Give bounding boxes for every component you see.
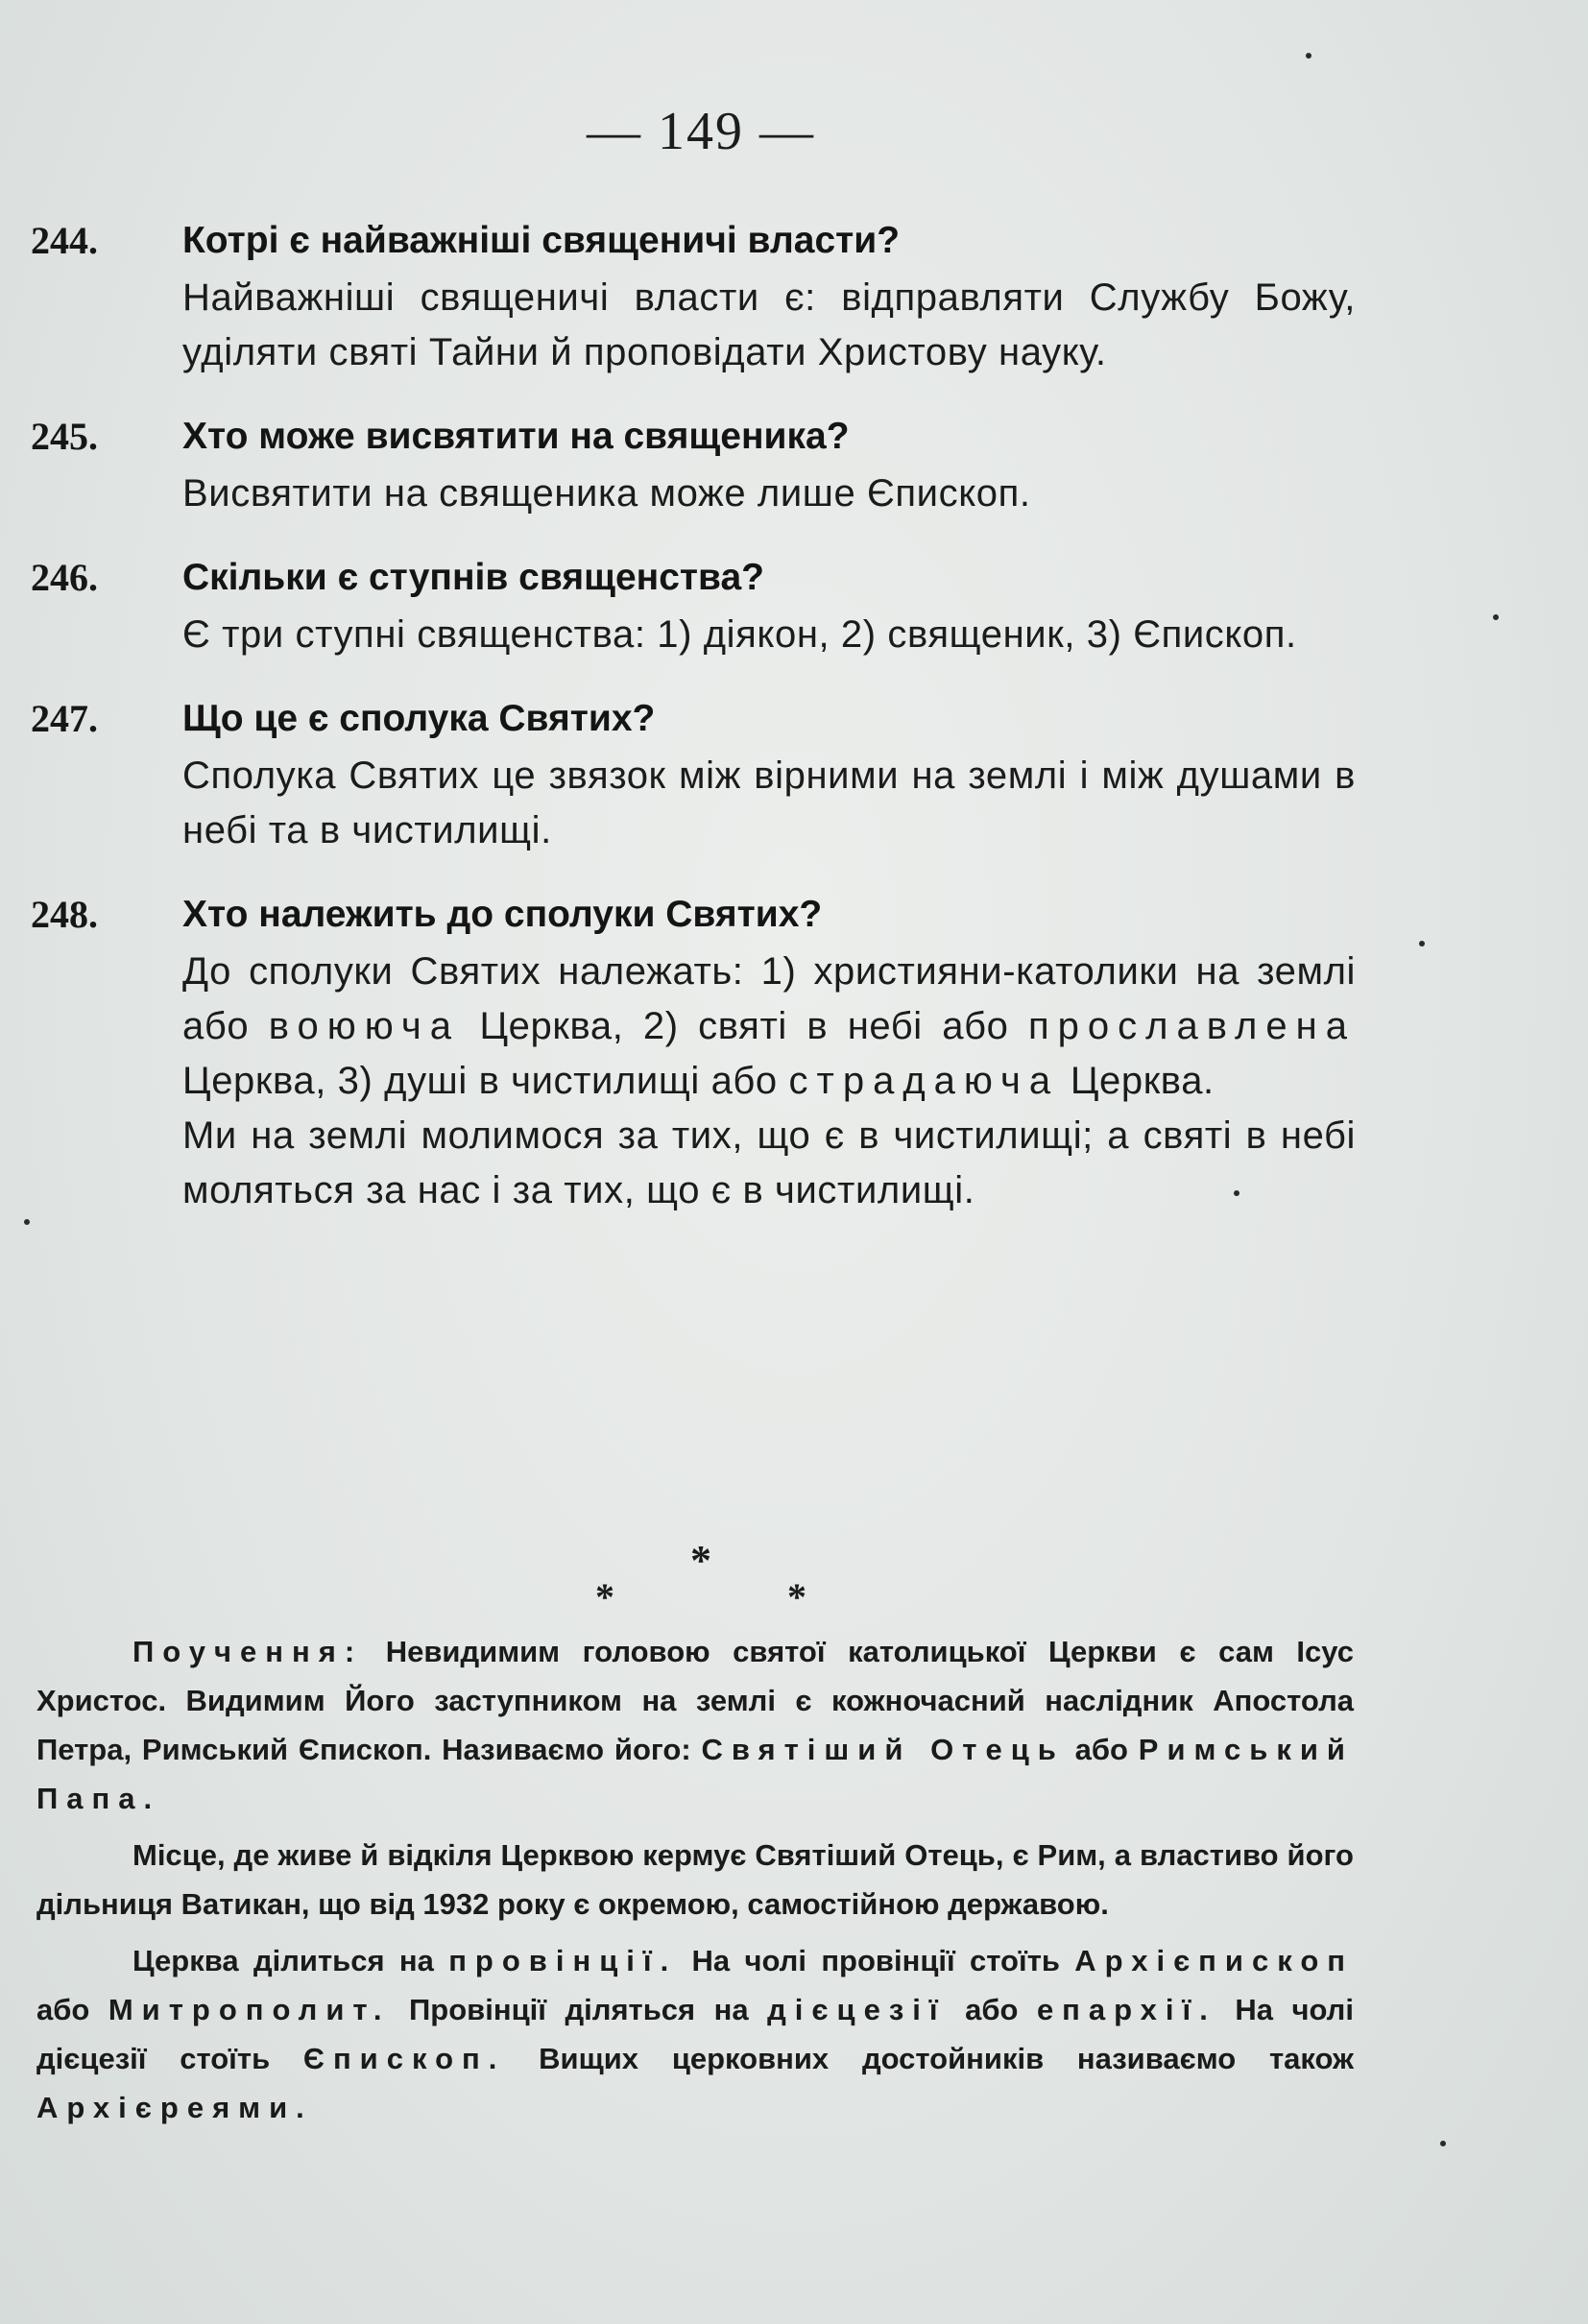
spaced-emphasis-text: Римський Папа. — [36, 1733, 1354, 1815]
text-run: На чолі дієцезії стоїть — [36, 1993, 1354, 2075]
answer-text — [182, 749, 1356, 858]
note-paragraph — [36, 1936, 1354, 2132]
question-text: Що це є сполука Святих? — [182, 698, 656, 739]
text-run: Церква ділиться на — [132, 1944, 449, 1977]
text-run: або — [36, 1993, 108, 2026]
answer-text — [182, 608, 1356, 662]
text-run: До сполуки Святих належать: 1) християни-католики на землі або — [182, 950, 1356, 1047]
page-number: — 149 — — [587, 102, 815, 161]
spaced-emphasis-text: Святіший Отець — [701, 1733, 1065, 1766]
answer-paragraph — [182, 271, 1356, 380]
print-speck — [1493, 614, 1499, 620]
text-run: Є три ступні священства: 1) діякон, 2) священик, 3) Єпископ. — [182, 613, 1297, 656]
text-run: Провінції діляться на — [390, 1993, 768, 2026]
question-number: 246. — [31, 556, 98, 599]
text-run: або — [946, 1993, 1037, 2026]
text-run: Невидимим головою святої католицької Церкви є сам Ісус Христос. Видимим Його заступником на землі є кожночасний наслідник Апостола Петра, Римський Єпископ. Називаємо його: — [36, 1635, 1354, 1766]
asterisk-bottom-pair: * * — [595, 1575, 806, 1618]
question-number: 248. — [31, 893, 98, 936]
qa-item — [31, 689, 1356, 858]
question-answer-list — [31, 211, 1356, 1245]
spaced-emphasis-text: страдаюча — [788, 1060, 1060, 1102]
spaced-emphasis-text: дієцезії — [767, 1993, 947, 2026]
text-run: Висвятити на священика може лише Єпископ. — [182, 472, 1031, 515]
text-run: Ми на землі молимося за тих, що є в чистилищі; а святі в небі моляться за нас і за тих, що є в чистилищі. — [182, 1114, 1356, 1211]
note-paragraph — [36, 1627, 1354, 1823]
answer-text — [182, 945, 1356, 1218]
print-speck — [1419, 941, 1425, 946]
spaced-emphasis-text: провінції. — [448, 1944, 678, 1977]
note-paragraph — [36, 1831, 1354, 1929]
question-number: 247. — [31, 697, 98, 740]
section-divider-asterisks — [0, 1536, 1402, 1619]
text-run: Найважніші священичі власти є: відправляти Службу Божу, уділяти святі Тайни й проповідати Христову науку. — [182, 276, 1356, 373]
qa-item — [31, 407, 1356, 521]
answer-text — [182, 271, 1356, 380]
spaced-emphasis-text: Поучення: — [132, 1635, 364, 1668]
question-text: Хто належить до сполуки Святих? — [182, 894, 823, 935]
print-speck — [1440, 2141, 1446, 2146]
text-run: або — [1064, 1733, 1139, 1766]
question-text: Котрі є найважніші священичі власти? — [182, 220, 901, 261]
spaced-emphasis-text: воюючa — [268, 1005, 460, 1047]
asterisk-top: * — [690, 1537, 711, 1584]
qa-item — [31, 885, 1356, 1218]
answer-paragraph — [182, 749, 1356, 858]
text-run: На чолі провінції стоїть — [677, 1944, 1075, 1977]
answer-paragraph — [182, 608, 1356, 662]
spaced-emphasis-text: Єпископ. — [302, 2042, 506, 2075]
spaced-emphasis-text: Архієреями. — [36, 2091, 313, 2124]
spaced-emphasis-text: епархії. — [1036, 1993, 1216, 2026]
question-number: 244. — [31, 219, 98, 262]
text-run: Церква. — [1059, 1060, 1215, 1102]
text-run: Місце, де живе й відкіля Церквою кермує Святіший Отець, є Рим, а властиво його дільниця Ватикан, що від 1932 року є окремою, самостійною державою. — [36, 1838, 1354, 1921]
qa-item — [31, 548, 1356, 662]
answer-paragraph — [182, 1109, 1356, 1218]
question-text: Хто може висвятити на священика? — [182, 416, 850, 457]
print-speck — [1306, 53, 1311, 59]
print-speck — [24, 1219, 30, 1225]
question-text: Скільки є ступнів священства? — [182, 557, 765, 598]
spaced-emphasis-text: Митрополит. — [108, 1993, 391, 2026]
qa-item — [31, 211, 1356, 380]
answer-paragraph — [182, 945, 1356, 1109]
answer-paragraph — [182, 467, 1356, 521]
text-run: Вищих церковних достойників називаємо також — [505, 2042, 1354, 2075]
spaced-emphasis-text: прославлена — [1027, 1005, 1356, 1047]
print-speck — [1234, 1190, 1239, 1196]
instruction-note — [36, 1627, 1354, 2140]
question-number: 245. — [31, 415, 98, 458]
text-run: Церква, 3) душі в чистилищі або — [182, 1060, 789, 1102]
spaced-emphasis-text: Архієпископ — [1074, 1944, 1354, 1977]
text-run: Церква, 2) святі в небі або — [459, 1005, 1028, 1047]
answer-text — [182, 467, 1356, 521]
text-run: Сполука Святих це звязок між вірними на землі і між душами в небі та в чистилищі. — [182, 755, 1356, 851]
